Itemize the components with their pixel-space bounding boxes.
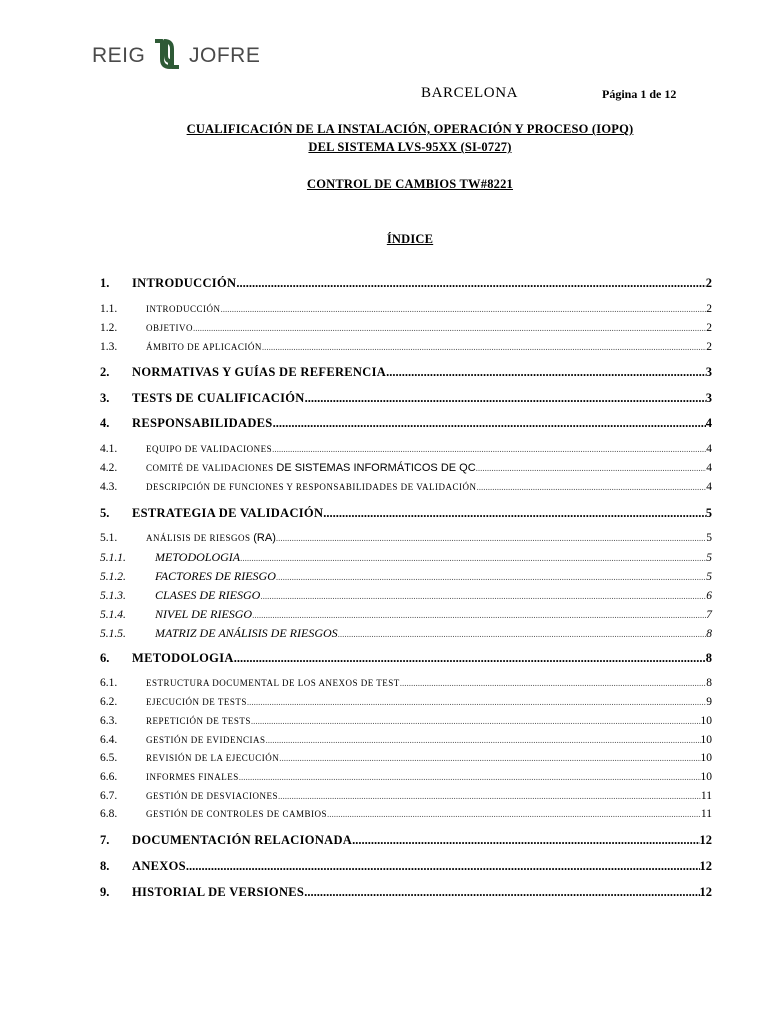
toc-entry-label: OBJETIVO: [146, 323, 193, 333]
toc-entry-label: INTRODUCCIÓN: [132, 276, 237, 290]
toc-dot-leader: [305, 391, 706, 406]
toc-entry-number: 4.2.: [100, 462, 118, 474]
toc-entry-label: GESTIÓN DE CONTROLES DE CAMBIOS: [146, 809, 328, 819]
toc-dot-leader: [260, 591, 706, 601]
toc-entry-label: GESTIÓN DE EVIDENCIAS: [146, 735, 266, 745]
logo-mark-icon: [150, 37, 184, 71]
toc-entry-label: FACTORES DE RIESGO: [155, 569, 276, 583]
toc-dot-leader: [477, 482, 707, 492]
toc-entry-number: 1.1.: [100, 303, 118, 315]
toc-entry-label: ESTRATEGIA DE VALIDACIÓN: [132, 506, 324, 520]
toc-entry-page: 12: [699, 859, 712, 873]
toc-dot-leader: [266, 735, 701, 745]
index-heading: ÍNDICE: [386, 232, 434, 246]
toc-dot-leader: [262, 342, 706, 352]
toc-entry[interactable]: [100, 303, 712, 315]
toc-entry-label-suffix: (RA): [253, 532, 276, 544]
toc-entry-number: 5.: [100, 506, 110, 520]
toc-dot-leader: [476, 463, 707, 473]
logo-text-left: REIG: [92, 44, 146, 67]
toc-entry-page: 10: [700, 771, 712, 783]
toc-entry-page: 12: [699, 885, 712, 899]
toc-entry-number: 6.7.: [100, 790, 118, 802]
toc-entry[interactable]: [100, 677, 712, 689]
toc-entry-label: REVISIÓN DE LA EJECUCIÓN: [146, 753, 280, 763]
toc-entry-page: 11: [700, 808, 712, 820]
toc-entry-page: 8: [706, 628, 712, 640]
toc-entry-number: 3.: [100, 391, 110, 405]
toc-entry-number: 6.2.: [100, 696, 118, 708]
toc-entry-number: 5.1.: [100, 532, 118, 544]
toc-entry-label: ESTRUCTURA DOCUMENTAL DE LOS ANEXOS DE TEST: [146, 678, 400, 688]
toc-entry-number: 6.1.: [100, 677, 118, 689]
toc-entry-label-suffix: DE SISTEMAS INFORMÁTICOS DE QC: [276, 462, 476, 474]
toc-entry-page: 4: [706, 481, 712, 493]
toc-dot-leader: [386, 365, 706, 380]
toc-entry-page: 2: [706, 341, 712, 353]
toc-entry-number: 4.: [100, 416, 110, 430]
document-title-line-2: DEL SISTEMA LVS-95XX (SI-0727): [308, 140, 512, 154]
toc-entry-page: 10: [700, 752, 712, 764]
toc-entry-number: 6.4.: [100, 734, 118, 746]
toc-dot-leader: [239, 772, 701, 782]
toc-entry[interactable]: [100, 341, 712, 353]
toc-dot-leader: [338, 629, 707, 639]
toc-entry[interactable]: [100, 790, 712, 802]
toc-entry[interactable]: [100, 506, 712, 521]
toc-entry-label: METODOLOGIA: [132, 651, 234, 665]
toc-entry-label: METODOLOGIA: [155, 550, 241, 564]
toc-entry[interactable]: [100, 443, 712, 455]
toc-entry[interactable]: [100, 771, 712, 783]
toc-entry[interactable]: [100, 276, 712, 291]
toc-dot-leader: [278, 791, 701, 801]
toc-entry-page: 8: [705, 651, 712, 665]
toc-entry[interactable]: [100, 481, 712, 493]
toc-entry-number: 4.3.: [100, 481, 118, 493]
toc-entry-number: 5.1.2.: [100, 571, 126, 583]
toc-entry-label: GESTIÓN DE DESVIACIONES: [146, 791, 278, 801]
toc-entry-page: 3: [705, 365, 712, 379]
toc-dot-leader: [193, 323, 706, 333]
toc-entry-label: HISTORIAL DE VERSIONES: [132, 885, 305, 899]
toc-entry-number: 6.5.: [100, 752, 118, 764]
toc-entry[interactable]: [100, 859, 712, 874]
toc-entry-label: COMITÉ DE VALIDACIONES DE SISTEMAS INFORMÁTICOS DE QC: [146, 462, 476, 474]
toc-entry[interactable]: [100, 734, 712, 746]
toc-entry-label: ANEXOS: [132, 859, 186, 873]
toc-entry[interactable]: [100, 808, 712, 820]
toc-entry-number: 5.1.4.: [100, 609, 126, 621]
toc-entry[interactable]: [100, 569, 712, 584]
toc-dot-leader: [279, 753, 700, 763]
toc-entry-page: 5: [705, 506, 712, 520]
toc-entry-page: 5: [706, 571, 712, 583]
toc-entry-number: 6.3.: [100, 715, 118, 727]
toc-entry[interactable]: [100, 550, 712, 565]
toc-dot-leader: [240, 553, 706, 563]
toc-dot-leader: [236, 276, 705, 291]
toc-entry-label: EQUIPO DE VALIDACIONES: [146, 444, 273, 454]
document-title-line-1: CUALIFICACIÓN DE LA INSTALACIÓN, OPERACIÓN Y PROCESO (IOPQ): [186, 122, 634, 136]
toc-entry[interactable]: [100, 391, 712, 406]
toc-entry-label: DESCRIPCIÓN DE FUNCIONES Y RESPONSABILIDADES DE VALIDACIÓN: [146, 482, 477, 492]
logo-text-right: JOFRE: [189, 44, 261, 67]
toc-entry-page: 3: [705, 391, 712, 405]
toc-entry-number: 7.: [100, 833, 110, 847]
toc-entry[interactable]: [100, 532, 712, 544]
toc-dot-leader: [327, 809, 701, 819]
toc-entry-number: 6.6.: [100, 771, 118, 783]
toc-entry[interactable]: [100, 462, 712, 474]
page-number: Página 1 de 12: [602, 87, 677, 101]
toc-entry-page: 6: [706, 590, 712, 602]
toc-entry-page: 2: [705, 276, 712, 290]
toc-dot-leader: [251, 716, 701, 726]
company-logo: [62, 22, 292, 98]
toc-entry-page: 4: [706, 443, 712, 455]
toc-entry-page: 12: [699, 833, 712, 847]
toc-entry-page: 8: [706, 677, 712, 689]
toc-dot-leader: [234, 651, 706, 666]
toc-dot-leader: [276, 572, 706, 582]
toc-entry-page: 10: [700, 715, 712, 727]
toc-entry-number: 5.1.5.: [100, 628, 126, 640]
toc-entry[interactable]: [100, 696, 712, 708]
toc-dot-leader: [304, 885, 699, 900]
toc-entry-label: NIVEL DE RIESGO: [155, 607, 253, 621]
toc-entry[interactable]: [100, 607, 712, 622]
toc-entry-page: 2: [706, 303, 712, 315]
toc-entry-label: ÁMBITO DE APLICACIÓN: [146, 342, 262, 352]
toc-dot-leader: [247, 697, 706, 707]
toc-entry-number: 5.1.3.: [100, 590, 126, 602]
toc-entry-page: 2: [706, 322, 712, 334]
toc-entry-page: 9: [706, 696, 712, 708]
toc-entry[interactable]: [100, 752, 712, 764]
toc-entry[interactable]: [100, 588, 712, 603]
city-label: BARCELONA: [421, 85, 519, 101]
toc-entry-page: 4: [705, 416, 712, 430]
toc-entry[interactable]: [100, 651, 712, 666]
toc-dot-leader: [186, 859, 700, 874]
toc-entry-number: 8.: [100, 859, 110, 873]
toc-entry-number: 1.: [100, 276, 110, 290]
toc-entry[interactable]: [100, 416, 712, 431]
toc-dot-leader: [276, 533, 706, 543]
toc-dot-leader: [323, 506, 705, 521]
toc-entry-label: INTRODUCCIÓN: [146, 304, 221, 314]
toc-entry-label: CLASES DE RIESGO: [155, 588, 261, 602]
toc-entry-number: 4.1.: [100, 443, 118, 455]
change-control-title: CONTROL DE CAMBIOS TW#8221: [306, 177, 514, 191]
toc-entry[interactable]: [100, 365, 712, 380]
toc-entry[interactable]: [100, 715, 712, 727]
toc-entry[interactable]: [100, 626, 712, 641]
toc-entry-number: 6.: [100, 651, 110, 665]
toc-entry-label: NORMATIVAS Y GUÍAS DE REFERENCIA: [132, 365, 387, 379]
toc-entry-page: 10: [700, 734, 712, 746]
toc-entry-number: 1.2.: [100, 322, 118, 334]
toc-entry-label: DOCUMENTACIÓN RELACIONADA: [132, 833, 353, 847]
toc-dot-leader: [400, 678, 706, 688]
toc-entry-page: 7: [706, 609, 712, 621]
toc-entry-number: 2.: [100, 365, 110, 379]
toc-dot-leader: [272, 444, 706, 454]
toc-dot-leader: [352, 833, 699, 848]
toc-entry-label: INFORMES FINALES: [146, 772, 239, 782]
toc-dot-leader: [221, 304, 707, 314]
toc-entry-label: RESPONSABILIDADES: [132, 416, 273, 430]
toc-entry-label: TESTS DE CUALIFICACIÓN: [132, 391, 305, 405]
toc-entry-number: 6.8.: [100, 808, 118, 820]
toc-entry-label: REPETICIÓN DE TESTS: [146, 716, 251, 726]
toc-entry[interactable]: [100, 833, 712, 848]
toc-entry-label: MATRIZ DE ANÁLISIS DE RIESGOS: [155, 626, 338, 640]
toc-entry[interactable]: [100, 885, 712, 900]
toc-entry-label: ANÁLISIS DE RIESGOS (RA): [146, 532, 276, 544]
toc-entry[interactable]: [100, 322, 712, 334]
toc-dot-leader: [273, 416, 706, 431]
toc-entry-page: 5: [706, 552, 712, 564]
toc-entry-page: 11: [700, 790, 712, 802]
toc-entry-page: 5: [706, 532, 712, 544]
toc-entry-number: 5.1.1.: [100, 552, 126, 564]
toc-entry-number: 1.3.: [100, 341, 118, 353]
toc-entry-label: EJECUCIÓN DE TESTS: [146, 697, 247, 707]
toc-dot-leader: [252, 610, 706, 620]
toc-entry-page: 4: [706, 462, 712, 474]
toc-entry-number: 9.: [100, 885, 110, 899]
